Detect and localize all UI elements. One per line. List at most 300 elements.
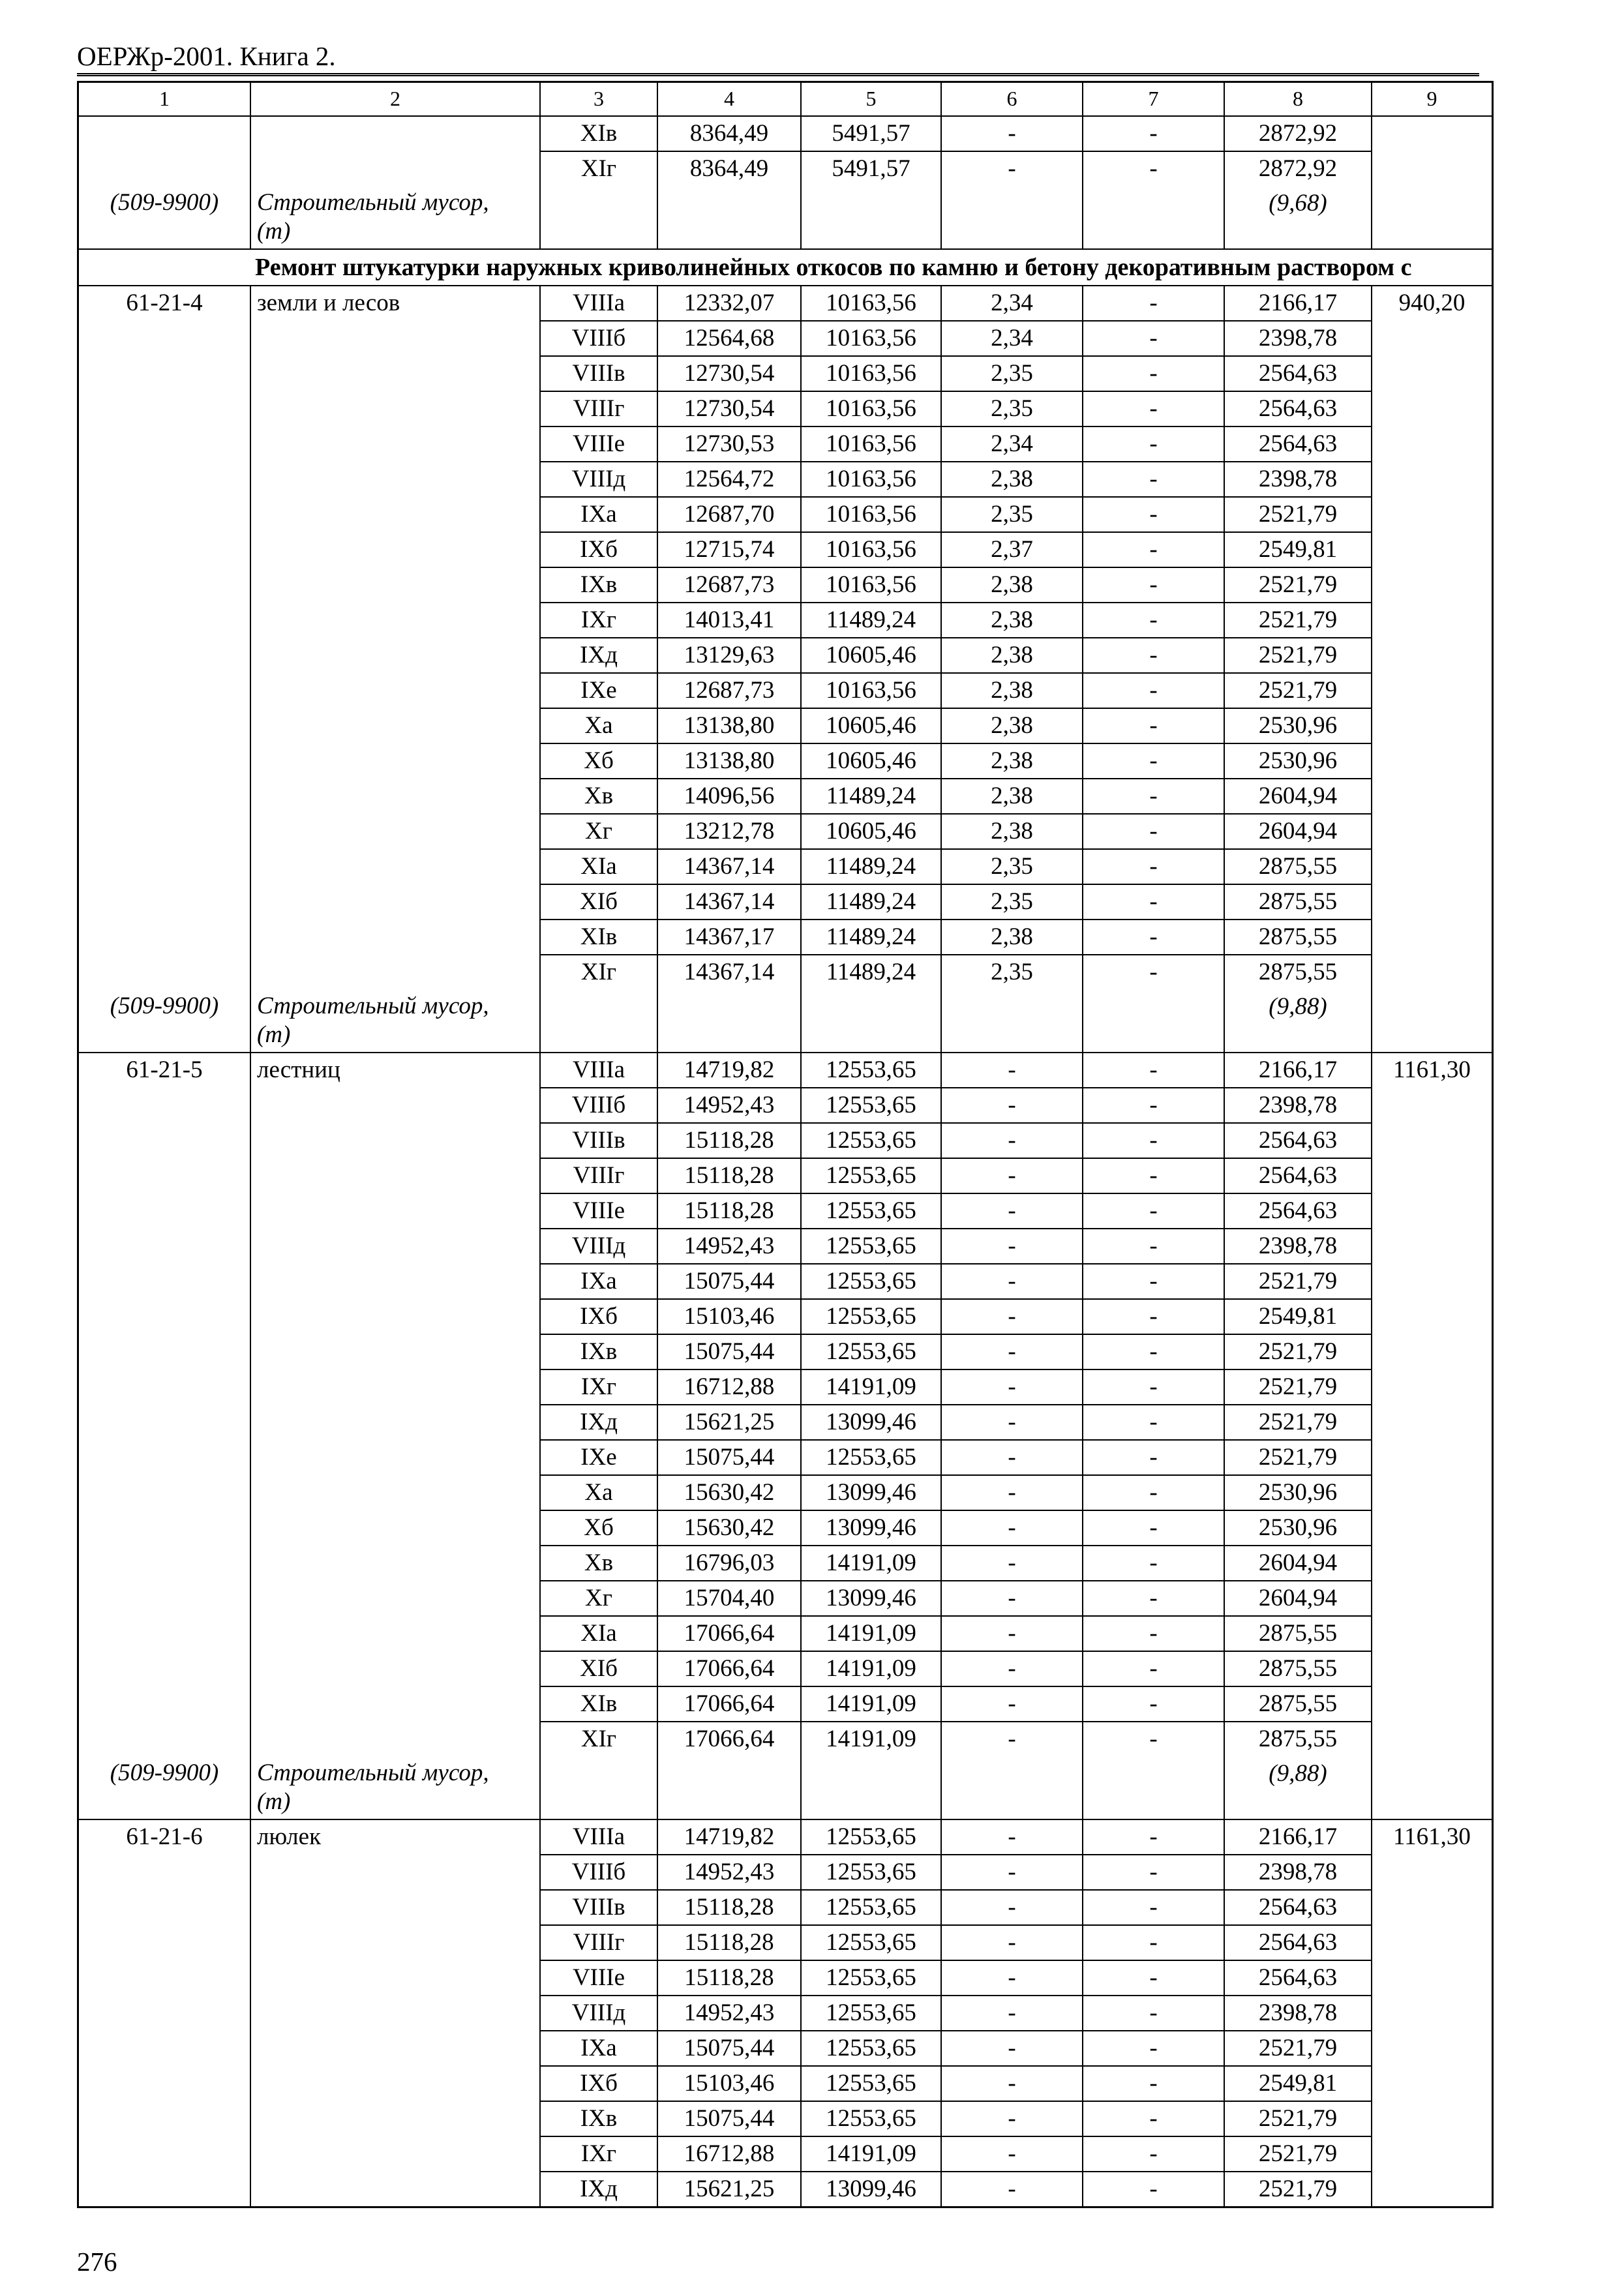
col8-value-cell bbox=[1224, 151, 1372, 249]
col7-value-cell: - bbox=[1083, 497, 1224, 532]
col7-value-cell: - bbox=[1083, 532, 1224, 567]
col4-value-cell: 15630,42 bbox=[657, 1475, 801, 1510]
col9-value-cell bbox=[1372, 116, 1493, 249]
col5-value-cell: 10163,56 bbox=[801, 673, 941, 708]
col5-value-cell: 10163,56 bbox=[801, 497, 941, 532]
col8-value-cell: 2875,55 bbox=[1224, 1686, 1372, 1722]
col5-value-cell: 12553,65 bbox=[801, 2101, 941, 2136]
col5-value-cell: 11489,24 bbox=[801, 884, 941, 920]
col8-value-cell: 2564,63 bbox=[1224, 391, 1372, 426]
zone-cell: IXг bbox=[540, 603, 657, 638]
zone-cell: VIIIг bbox=[540, 1158, 657, 1193]
col7-value-cell: - bbox=[1083, 1088, 1224, 1123]
col5-value-cell: 10605,46 bbox=[801, 814, 941, 849]
col5-value-cell: 11489,24 bbox=[801, 849, 941, 884]
col8-value-cell bbox=[1224, 955, 1372, 1053]
col8-value-cell: 2530,96 bbox=[1224, 1510, 1372, 1546]
col8-value-cell: 2872,92 bbox=[1224, 116, 1372, 151]
col8-value-cell: 2398,78 bbox=[1224, 321, 1372, 356]
col7-value-cell: - bbox=[1083, 1334, 1224, 1369]
col6-value-cell: - bbox=[941, 1722, 1083, 1819]
section-title: Ремонт штукатурки наружных криволинейных откосов по камню и бетону декоративным раствором с bbox=[78, 249, 1493, 286]
col6-value-cell: - bbox=[941, 1546, 1083, 1581]
col5-value-cell: 10163,56 bbox=[801, 532, 941, 567]
zone-cell: IXв bbox=[540, 1334, 657, 1369]
col6-value-cell: 2,35 bbox=[941, 356, 1083, 391]
col5-value-cell: 13099,46 bbox=[801, 1581, 941, 1616]
col4-value-cell: 15075,44 bbox=[657, 2101, 801, 2136]
col4-value-cell: 15621,25 bbox=[657, 2172, 801, 2207]
zone-cell: VIIIв bbox=[540, 356, 657, 391]
col8-value-cell: 2604,94 bbox=[1224, 1581, 1372, 1616]
col4-value-cell: 15621,25 bbox=[657, 1405, 801, 1440]
zone-cell: Xа bbox=[540, 708, 657, 743]
section-title-row bbox=[78, 249, 1493, 286]
col4-value-cell: 14952,43 bbox=[657, 1996, 801, 2031]
col6-value-cell: 2,38 bbox=[941, 567, 1083, 603]
col7-value-cell: - bbox=[1083, 1053, 1224, 1088]
col6-value-cell: - bbox=[941, 1440, 1083, 1475]
col4-value-cell: 15118,28 bbox=[657, 1158, 801, 1193]
col8-value-cell: 2398,78 bbox=[1224, 1996, 1372, 2031]
rate-value: 2875,55 bbox=[1258, 958, 1338, 985]
col7-value-cell: - bbox=[1083, 151, 1224, 249]
col4-value-cell: 13129,63 bbox=[657, 638, 801, 673]
col6-value-cell: - bbox=[941, 1229, 1083, 1264]
col6-value-cell: - bbox=[941, 1088, 1083, 1123]
col4-value-cell: 15075,44 bbox=[657, 2031, 801, 2066]
col4-value-cell: 15075,44 bbox=[657, 1334, 801, 1369]
col5-value-cell: 10605,46 bbox=[801, 708, 941, 743]
col6-value-cell: - bbox=[941, 1053, 1083, 1088]
col4-value-cell: 13138,80 bbox=[657, 708, 801, 743]
column-number-1: 1 bbox=[78, 82, 251, 116]
zone-cell: VIIIа bbox=[540, 1819, 657, 1855]
running-head: ОЕРЖр-2001. Книга 2. bbox=[77, 39, 1479, 76]
col7-value-cell: - bbox=[1083, 116, 1224, 151]
col5-value-cell: 12553,65 bbox=[801, 2031, 941, 2066]
col5-value-cell: 14191,09 bbox=[801, 1651, 941, 1686]
col4-value-cell: 14367,17 bbox=[657, 920, 801, 955]
col5-value-cell: 10163,56 bbox=[801, 567, 941, 603]
col7-value-cell: - bbox=[1083, 2031, 1224, 2066]
column-number-7: 7 bbox=[1083, 82, 1224, 116]
col8-value-cell: 2521,79 bbox=[1224, 2031, 1372, 2066]
col6-value-cell: - bbox=[941, 1855, 1083, 1890]
column-number-row bbox=[78, 82, 1493, 116]
col7-value-cell: - bbox=[1083, 1651, 1224, 1686]
col6-value-cell: - bbox=[941, 2031, 1083, 2066]
col5-value-cell: 12553,65 bbox=[801, 1088, 941, 1123]
zone-cell: IXд bbox=[540, 1405, 657, 1440]
col6-value-cell: - bbox=[941, 2136, 1083, 2172]
col6-value-cell: 2,35 bbox=[941, 884, 1083, 920]
col5-value-cell: 12553,65 bbox=[801, 1299, 941, 1334]
col5-value-cell: 10163,56 bbox=[801, 286, 941, 321]
column-number-5: 5 bbox=[801, 82, 941, 116]
col4-value-cell: 12332,07 bbox=[657, 286, 801, 321]
col5-value-cell: 10163,56 bbox=[801, 321, 941, 356]
col7-value-cell: - bbox=[1083, 603, 1224, 638]
col4-value-cell: 12730,53 bbox=[657, 426, 801, 462]
rate-row bbox=[78, 1819, 1493, 1855]
col6-value-cell: 2,38 bbox=[941, 779, 1083, 814]
col8-value-cell: 2521,79 bbox=[1224, 1264, 1372, 1299]
zone-cell: XIв bbox=[540, 920, 657, 955]
column-number-9: 9 bbox=[1372, 82, 1493, 116]
rate-code-cell bbox=[78, 116, 251, 187]
rate-code-cell: 61-21-6 bbox=[78, 1819, 251, 2207]
waste-code-cell: (509-9900) bbox=[78, 187, 251, 249]
col7-value-cell: - bbox=[1083, 2172, 1224, 2207]
col7-value-cell: - bbox=[1083, 2066, 1224, 2101]
col5-value-cell: 12553,65 bbox=[801, 1334, 941, 1369]
zone-cell: IXа bbox=[540, 2031, 657, 2066]
col4-value-cell: 8364,49 bbox=[657, 116, 801, 151]
col9-value-cell: 940,20 bbox=[1372, 286, 1493, 1053]
col5-value-cell: 12553,65 bbox=[801, 1819, 941, 1855]
zone-cell: XIв bbox=[540, 1686, 657, 1722]
col7-value-cell: - bbox=[1083, 814, 1224, 849]
zone-cell: XIв bbox=[540, 116, 657, 151]
rate-row bbox=[78, 286, 1493, 321]
waste-amount: (9,88) bbox=[1269, 993, 1327, 1020]
col8-value-cell: 2521,79 bbox=[1224, 638, 1372, 673]
col7-value-cell: - bbox=[1083, 1440, 1224, 1475]
zone-cell: XIг bbox=[540, 1722, 657, 1819]
zone-cell: XIб bbox=[540, 884, 657, 920]
col8-value-cell: 2166,17 bbox=[1224, 286, 1372, 321]
rates-table bbox=[77, 81, 1494, 2208]
col8-value-cell: 2549,81 bbox=[1224, 532, 1372, 567]
col5-value-cell: 11489,24 bbox=[801, 920, 941, 955]
col4-value-cell: 17066,64 bbox=[657, 1686, 801, 1722]
col6-value-cell: 2,38 bbox=[941, 814, 1083, 849]
col7-value-cell: - bbox=[1083, 1722, 1224, 1819]
zone-cell: VIIIб bbox=[540, 1088, 657, 1123]
col7-value-cell: - bbox=[1083, 1546, 1224, 1581]
col6-value-cell: - bbox=[941, 1123, 1083, 1158]
col8-value-cell: 2564,63 bbox=[1224, 1890, 1372, 1925]
col8-value-cell: 2530,96 bbox=[1224, 743, 1372, 779]
col5-value-cell: 14191,09 bbox=[801, 1722, 941, 1819]
col7-value-cell: - bbox=[1083, 779, 1224, 814]
col6-value-cell: 2,38 bbox=[941, 673, 1083, 708]
col8-value-cell: 2875,55 bbox=[1224, 1651, 1372, 1686]
col7-value-cell: - bbox=[1083, 1855, 1224, 1890]
col4-value-cell: 14367,14 bbox=[657, 955, 801, 1053]
col5-value-cell: 13099,46 bbox=[801, 1510, 941, 1546]
col8-value-cell: 2530,96 bbox=[1224, 708, 1372, 743]
col7-value-cell: - bbox=[1083, 2101, 1224, 2136]
col7-value-cell: - bbox=[1083, 1925, 1224, 1960]
col5-value-cell: 14191,09 bbox=[801, 1546, 941, 1581]
col4-value-cell: 15103,46 bbox=[657, 2066, 801, 2101]
zone-cell: IXг bbox=[540, 2136, 657, 2172]
zone-cell: VIIIв bbox=[540, 1123, 657, 1158]
waste-code-cell: (509-9900) bbox=[78, 990, 251, 1053]
rate-value: 2875,55 bbox=[1258, 1725, 1338, 1752]
zone-cell: IXг bbox=[540, 1369, 657, 1405]
col8-value-cell: 2521,79 bbox=[1224, 567, 1372, 603]
col4-value-cell: 15075,44 bbox=[657, 1440, 801, 1475]
col5-value-cell: 12553,65 bbox=[801, 1996, 941, 2031]
zone-cell: XIа bbox=[540, 1616, 657, 1651]
col6-value-cell: 2,35 bbox=[941, 497, 1083, 532]
zone-cell: VIIIе bbox=[540, 426, 657, 462]
col8-value-cell: 2521,79 bbox=[1224, 1440, 1372, 1475]
waste-name-cell bbox=[250, 187, 540, 249]
col5-value-cell: 12553,65 bbox=[801, 1264, 941, 1299]
column-number-8: 8 bbox=[1224, 82, 1372, 116]
col4-value-cell: 14096,56 bbox=[657, 779, 801, 814]
col8-value-cell: 2604,94 bbox=[1224, 779, 1372, 814]
rate-name-cell: лестниц bbox=[250, 1053, 540, 1757]
col7-value-cell: - bbox=[1083, 1193, 1224, 1229]
col4-value-cell: 12564,68 bbox=[657, 321, 801, 356]
col8-value-cell: 2521,79 bbox=[1224, 2136, 1372, 2172]
zone-cell: VIIIе bbox=[540, 1960, 657, 1996]
col8-value-cell: 2521,79 bbox=[1224, 673, 1372, 708]
column-number-3: 3 bbox=[540, 82, 657, 116]
col8-value-cell: 2564,63 bbox=[1224, 1960, 1372, 1996]
waste-name-cell bbox=[250, 990, 540, 1053]
col7-value-cell: - bbox=[1083, 462, 1224, 497]
zone-cell: VIIIд bbox=[540, 1229, 657, 1264]
zone-cell: VIIIг bbox=[540, 391, 657, 426]
col8-value-cell: 2564,63 bbox=[1224, 1193, 1372, 1229]
col5-value-cell: 13099,46 bbox=[801, 2172, 941, 2207]
col7-value-cell: - bbox=[1083, 849, 1224, 884]
waste-name-cell bbox=[250, 1757, 540, 1819]
col4-value-cell: 14952,43 bbox=[657, 1229, 801, 1264]
col5-value-cell: 14191,09 bbox=[801, 1686, 941, 1722]
page-number: 276 bbox=[77, 2247, 117, 2277]
col8-value-cell: 2549,81 bbox=[1224, 2066, 1372, 2101]
col5-value-cell: 14191,09 bbox=[801, 2136, 941, 2172]
col5-value-cell: 12553,65 bbox=[801, 1890, 941, 1925]
waste-unit: (т) bbox=[257, 1021, 291, 1048]
col7-value-cell: - bbox=[1083, 391, 1224, 426]
col8-value-cell: 2564,63 bbox=[1224, 426, 1372, 462]
col4-value-cell: 15103,46 bbox=[657, 1299, 801, 1334]
col6-value-cell: - bbox=[941, 1510, 1083, 1546]
rate-name-cell: земли и лесов bbox=[250, 286, 540, 990]
col6-value-cell: - bbox=[941, 1299, 1083, 1334]
column-number-2: 2 bbox=[250, 82, 540, 116]
col7-value-cell: - bbox=[1083, 1581, 1224, 1616]
col6-value-cell: 2,38 bbox=[941, 603, 1083, 638]
col7-value-cell: - bbox=[1083, 2136, 1224, 2172]
col7-value-cell: - bbox=[1083, 1369, 1224, 1405]
col6-value-cell: 2,35 bbox=[941, 391, 1083, 426]
col4-value-cell: 16712,88 bbox=[657, 2136, 801, 2172]
col8-value-cell: 2875,55 bbox=[1224, 884, 1372, 920]
col5-value-cell: 12553,65 bbox=[801, 1158, 941, 1193]
col5-value-cell: 11489,24 bbox=[801, 779, 941, 814]
zone-cell: VIIIб bbox=[540, 321, 657, 356]
col7-value-cell: - bbox=[1083, 1405, 1224, 1440]
col7-value-cell: - bbox=[1083, 1890, 1224, 1925]
col4-value-cell: 15118,28 bbox=[657, 1960, 801, 1996]
col5-value-cell: 10605,46 bbox=[801, 743, 941, 779]
col6-value-cell: - bbox=[941, 151, 1083, 249]
col4-value-cell: 17066,64 bbox=[657, 1616, 801, 1651]
zone-cell: VIIIе bbox=[540, 1193, 657, 1229]
col6-value-cell: - bbox=[941, 1686, 1083, 1722]
col6-value-cell: 2,38 bbox=[941, 920, 1083, 955]
zone-cell: Xв bbox=[540, 1546, 657, 1581]
col7-value-cell: - bbox=[1083, 1264, 1224, 1299]
col7-value-cell: - bbox=[1083, 920, 1224, 955]
col8-value-cell: 2604,94 bbox=[1224, 1546, 1372, 1581]
col6-value-cell: - bbox=[941, 116, 1083, 151]
col4-value-cell: 14719,82 bbox=[657, 1819, 801, 1855]
col6-value-cell: - bbox=[941, 1264, 1083, 1299]
col7-value-cell: - bbox=[1083, 673, 1224, 708]
zone-cell: XIг bbox=[540, 151, 657, 249]
col4-value-cell: 13212,78 bbox=[657, 814, 801, 849]
col6-value-cell: - bbox=[941, 1890, 1083, 1925]
col5-value-cell: 12553,65 bbox=[801, 1053, 941, 1088]
col4-value-cell: 17066,64 bbox=[657, 1651, 801, 1686]
col5-value-cell: 10605,46 bbox=[801, 638, 941, 673]
rate-name-cell bbox=[250, 116, 540, 187]
zone-cell: IXб bbox=[540, 2066, 657, 2101]
col8-value-cell: 2521,79 bbox=[1224, 1405, 1372, 1440]
col8-value-cell: 2398,78 bbox=[1224, 1855, 1372, 1890]
col5-value-cell: 5491,57 bbox=[801, 116, 941, 151]
col7-value-cell: - bbox=[1083, 708, 1224, 743]
waste-unit: (т) bbox=[257, 217, 291, 245]
col7-value-cell: - bbox=[1083, 1229, 1224, 1264]
col8-value-cell: 2166,17 bbox=[1224, 1053, 1372, 1088]
col8-value-cell bbox=[1224, 1722, 1372, 1819]
col5-value-cell: 12553,65 bbox=[801, 1855, 941, 1890]
col7-value-cell: - bbox=[1083, 884, 1224, 920]
col4-value-cell: 15118,28 bbox=[657, 1193, 801, 1229]
zone-cell: VIIIа bbox=[540, 1053, 657, 1088]
col8-value-cell: 2875,55 bbox=[1224, 920, 1372, 955]
col8-value-cell: 2564,63 bbox=[1224, 1925, 1372, 1960]
col4-value-cell: 12687,70 bbox=[657, 497, 801, 532]
col6-value-cell: - bbox=[941, 1405, 1083, 1440]
col5-value-cell: 12553,65 bbox=[801, 1925, 941, 1960]
rate-value: 2872,92 bbox=[1258, 155, 1338, 182]
col6-value-cell: - bbox=[941, 1581, 1083, 1616]
zone-cell: XIб bbox=[540, 1651, 657, 1686]
col5-value-cell: 12553,65 bbox=[801, 1193, 941, 1229]
col6-value-cell: - bbox=[941, 1616, 1083, 1651]
col4-value-cell: 12687,73 bbox=[657, 567, 801, 603]
zone-cell: VIIIа bbox=[540, 286, 657, 321]
rate-row bbox=[78, 1053, 1493, 1088]
col4-value-cell: 15704,40 bbox=[657, 1581, 801, 1616]
col7-value-cell: - bbox=[1083, 286, 1224, 321]
col8-value-cell: 2521,79 bbox=[1224, 603, 1372, 638]
zone-cell: VIIIб bbox=[540, 1855, 657, 1890]
col8-value-cell: 2564,63 bbox=[1224, 1123, 1372, 1158]
col7-value-cell: - bbox=[1083, 1686, 1224, 1722]
col6-value-cell: 2,38 bbox=[941, 638, 1083, 673]
col8-value-cell: 2564,63 bbox=[1224, 1158, 1372, 1193]
col6-value-cell: - bbox=[941, 2066, 1083, 2101]
waste-name: Строительный мусор, bbox=[257, 992, 489, 1019]
col7-value-cell: - bbox=[1083, 1960, 1224, 1996]
col6-value-cell: 2,34 bbox=[941, 286, 1083, 321]
col6-value-cell: - bbox=[941, 1960, 1083, 1996]
col8-value-cell: 2530,96 bbox=[1224, 1475, 1372, 1510]
waste-name: Строительный мусор, bbox=[257, 188, 489, 216]
col7-value-cell: - bbox=[1083, 567, 1224, 603]
col6-value-cell: 2,35 bbox=[941, 849, 1083, 884]
col5-value-cell: 12553,65 bbox=[801, 1960, 941, 1996]
col7-value-cell: - bbox=[1083, 1819, 1224, 1855]
col4-value-cell: 14013,41 bbox=[657, 603, 801, 638]
col7-value-cell: - bbox=[1083, 1299, 1224, 1334]
col5-value-cell: 10163,56 bbox=[801, 426, 941, 462]
col7-value-cell: - bbox=[1083, 743, 1224, 779]
zone-cell: Xг bbox=[540, 814, 657, 849]
zone-cell: IXд bbox=[540, 638, 657, 673]
col4-value-cell: 16796,03 bbox=[657, 1546, 801, 1581]
rates-table-body bbox=[78, 82, 1493, 2207]
zone-cell: IXа bbox=[540, 497, 657, 532]
col4-value-cell: 14719,82 bbox=[657, 1053, 801, 1088]
rate-row bbox=[78, 116, 1493, 151]
col6-value-cell: - bbox=[941, 1369, 1083, 1405]
waste-amount: (9,88) bbox=[1269, 1759, 1327, 1787]
zone-cell: VIIIв bbox=[540, 1890, 657, 1925]
col6-value-cell: - bbox=[941, 2172, 1083, 2207]
zone-cell: IXе bbox=[540, 1440, 657, 1475]
col8-value-cell: 2521,79 bbox=[1224, 2101, 1372, 2136]
zone-cell: Xг bbox=[540, 1581, 657, 1616]
col4-value-cell: 12730,54 bbox=[657, 356, 801, 391]
col8-value-cell: 2549,81 bbox=[1224, 1299, 1372, 1334]
col5-value-cell: 5491,57 bbox=[801, 151, 941, 249]
col4-value-cell: 15118,28 bbox=[657, 1890, 801, 1925]
zone-cell: IXб bbox=[540, 1299, 657, 1334]
col8-value-cell: 2398,78 bbox=[1224, 462, 1372, 497]
col7-value-cell: - bbox=[1083, 1510, 1224, 1546]
col6-value-cell: 2,38 bbox=[941, 708, 1083, 743]
zone-cell: IXв bbox=[540, 2101, 657, 2136]
col5-value-cell: 12553,65 bbox=[801, 1229, 941, 1264]
col5-value-cell: 10163,56 bbox=[801, 391, 941, 426]
col6-value-cell: - bbox=[941, 1334, 1083, 1369]
zone-cell: Xв bbox=[540, 779, 657, 814]
col4-value-cell: 12730,54 bbox=[657, 391, 801, 426]
col6-value-cell: 2,35 bbox=[941, 955, 1083, 1053]
col8-value-cell: 2398,78 bbox=[1224, 1088, 1372, 1123]
zone-cell: VIIIг bbox=[540, 1925, 657, 1960]
col6-value-cell: - bbox=[941, 1925, 1083, 1960]
col5-value-cell: 14191,09 bbox=[801, 1369, 941, 1405]
col6-value-cell: - bbox=[941, 1193, 1083, 1229]
col5-value-cell: 11489,24 bbox=[801, 603, 941, 638]
col4-value-cell: 12687,73 bbox=[657, 673, 801, 708]
zone-cell: Xб bbox=[540, 1510, 657, 1546]
col7-value-cell: - bbox=[1083, 426, 1224, 462]
col8-value-cell: 2564,63 bbox=[1224, 356, 1372, 391]
zone-cell: VIIIд bbox=[540, 1996, 657, 2031]
col9-value-cell: 1161,30 bbox=[1372, 1819, 1493, 2207]
col5-value-cell: 10163,56 bbox=[801, 356, 941, 391]
col4-value-cell: 12715,74 bbox=[657, 532, 801, 567]
col6-value-cell: 2,37 bbox=[941, 532, 1083, 567]
col9-value-cell: 1161,30 bbox=[1372, 1053, 1493, 1819]
